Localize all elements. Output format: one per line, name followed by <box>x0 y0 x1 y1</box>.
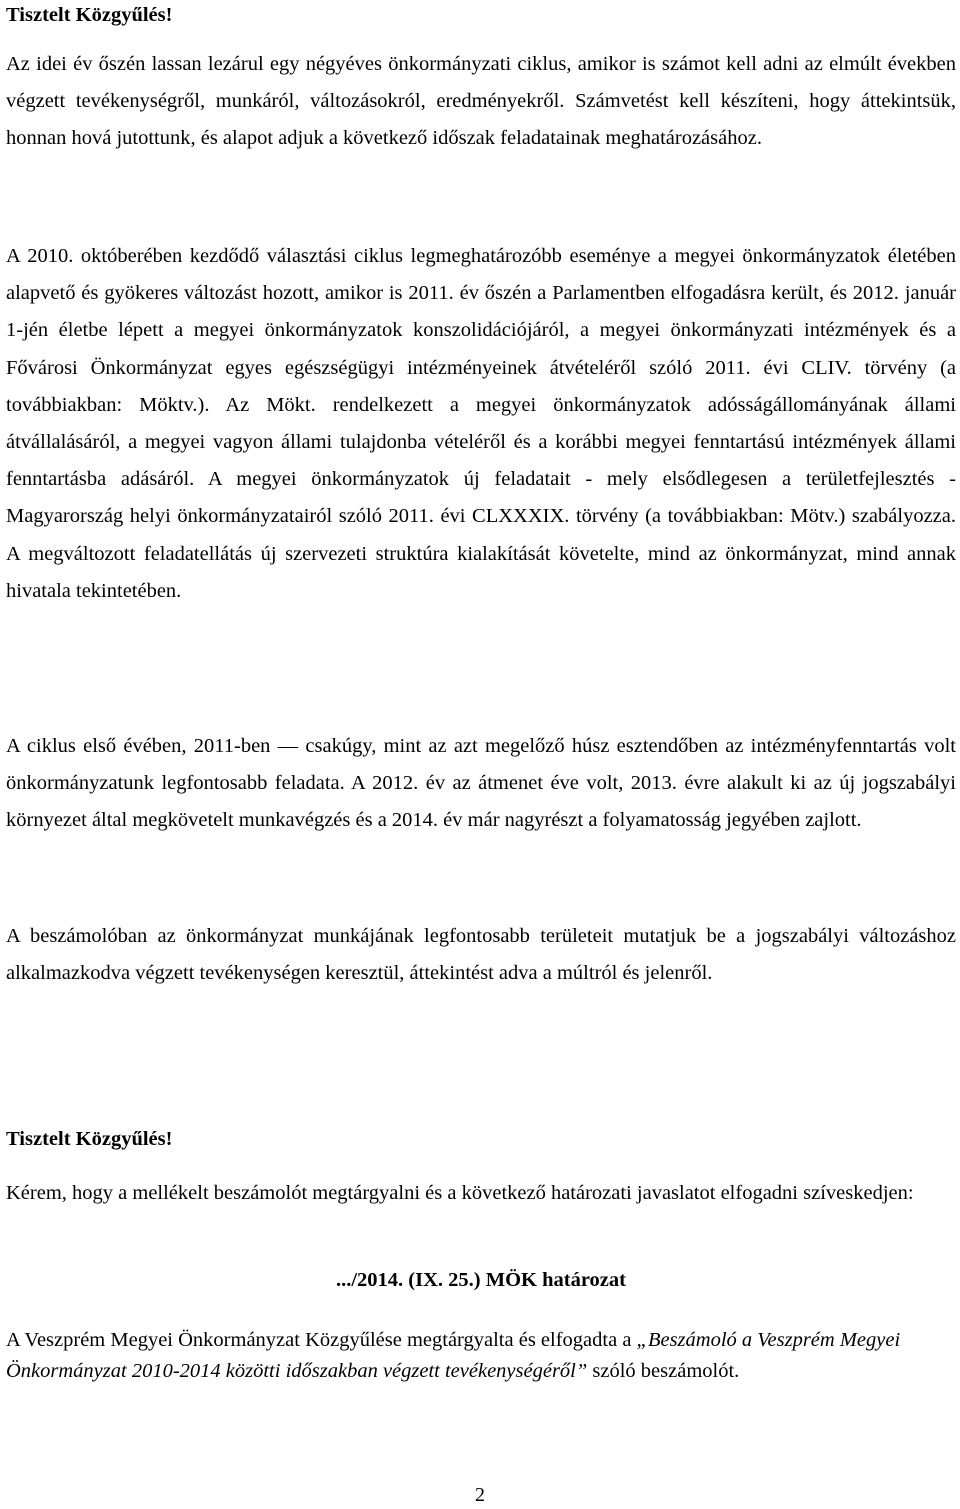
resolution-number: .../2014. (IX. 25.) MÖK határozat <box>335 1269 626 1291</box>
paragraph-cycle-years: A ciklus első évében, 2011-ben — csakúgy, mint az azt megelőző húsz esztendőben az intézményfenntartás volt önkormányzatunk legfontosabb feladata. A 2012. év az átmenet éve volt, 2013. évre alakult ki az új jogszabályi környezet által megkövetelt munkavégzés és a 2014. év már nagyrészt a folyamatosság jegyében zajlott. <box>6 735 956 832</box>
request-paragraph: Kérem, hogy a mellékelt beszámolót megtárgyalni és a következő határozati javaslatot elfogadni szíveskedjen: <box>6 1182 914 1204</box>
resolution-text <box>6 1325 956 1386</box>
paragraph-intro: Az idei év őszén lassan lezárul egy négyéves önkormányzati ciklus, amikor is számot kell adni az elmúlt években végzett tevékenységről, munkáról, változásokról, eredményekről. Számvetést kell készíteni, hogy áttekintsük, honnan hová jutottunk, és alapot adjuk a következő időszak feladatainak meghatározásához. <box>6 53 956 150</box>
paragraph-report-scope: A beszámolóban az önkormányzat munkájának legfontosabb területeit mutatjuk be a jogszabályi változáshoz alkalmazkodva végzett tevékenységen keresztül, áttekintést adva a múltról és jelenről. <box>6 925 956 985</box>
greeting-top: Tisztelt Közgyűlés! <box>6 4 173 26</box>
resolution-report-title: „Beszámoló a Veszprém Megyei Önkormányzat 2010-2014 közötti időszakban végzett tevékenységéről” <box>6 1329 901 1382</box>
resolution-suffix: szóló beszámolót. <box>587 1359 740 1382</box>
greeting-bottom: Tisztelt Közgyűlés! <box>6 1128 173 1150</box>
paragraph-cycle-history: A 2010. októberében kezdődő választási ciklus legmeghatározóbb eseménye a megyei önkormányzatok életében alapvető és gyökeres változást hozott, amikor is 2011. év őszén a Parlamentben elfogadásra került, és 2012. január 1-jén életbe lépett a megyei önkormányzatok konszolidációjáról, a megyei önkormányzati intézmények és a Fővárosi Önkormányzat egyes egészségügyi intézményeinek átvételéről szóló 2011. évi CLIV. törvény (a továbbiakban: Möktv.). Az Mökt. rendelkezett a megyei önkormányzatok adósságállományának állami átvállalásáról, a megyei vagyon állami tulajdonba vételéről és a korábbi megyei fenntartású intézmények állami fenntartásba adásáról. A megyei önkormányzatok új feladatait - mely elsődlegesen a területfejlesztés - Magyarország helyi önkormányzatairól szóló 2011. évi CLXXXIX. törvény (a továbbiakban: Mötv.) szabályozza. A megváltozott feladatellátás új szervezeti struktúra kialakítását követelte, mind az önkormányzat, mind annak hivatala tekintetében. <box>6 245 956 602</box>
resolution-prefix: A Veszprém Megyei Önkormányzat Közgyűlése megtárgyalta és elfogadta a <box>6 1329 637 1351</box>
page-number: 2 <box>475 1484 485 1506</box>
